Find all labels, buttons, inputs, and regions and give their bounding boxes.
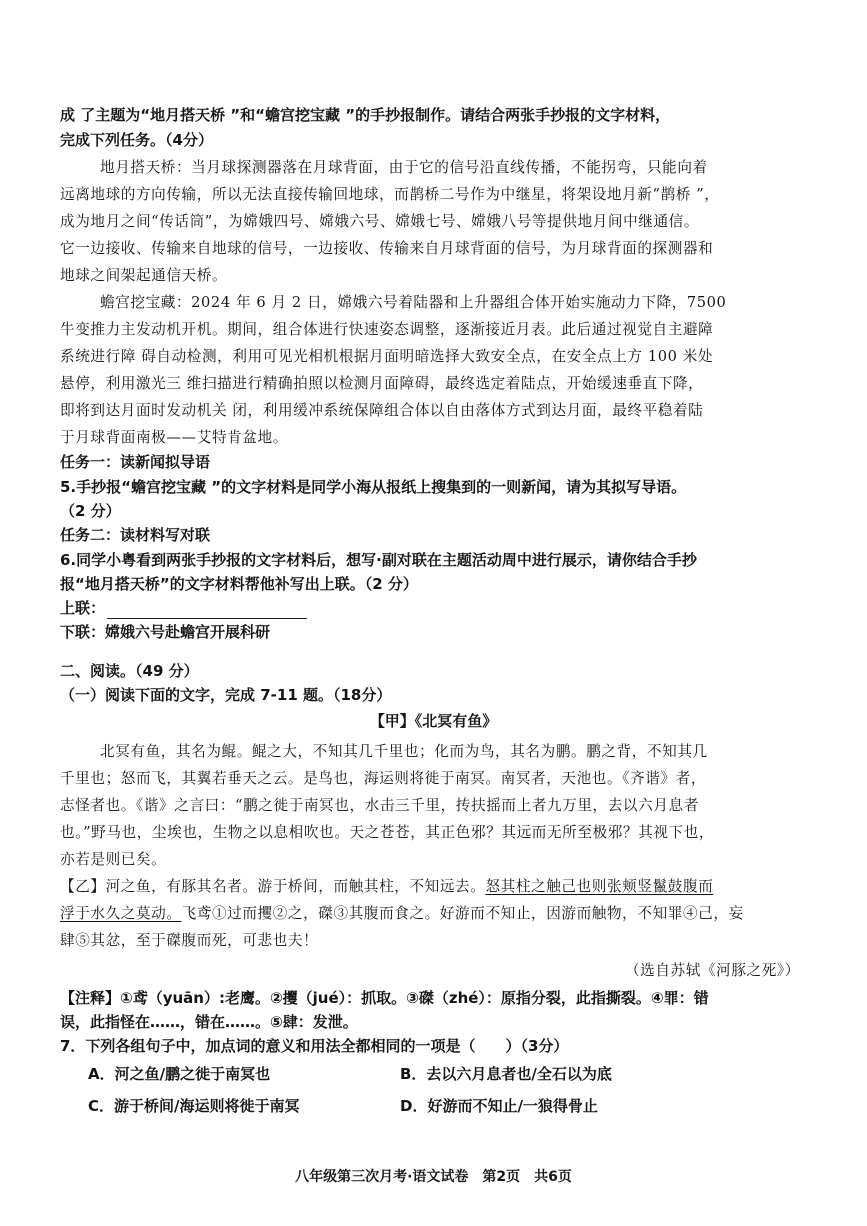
- lower-couplet: 下联：嫦娥六号赴蟾宫开展科研: [60, 623, 271, 641]
- material-2-line-1: 蟾宫挖宝藏：2024 年 6 月 2 日，嫦娥六号着陆器和上升器组合体开始实施动力下降，7500: [100, 294, 727, 311]
- task-1-heading: 任务一：读新闻拟导语: [60, 453, 211, 471]
- text-b-line-2: [60, 903, 810, 925]
- page-footer: 八年级第三次月考·语文试卷 第2页 共6页: [295, 1169, 572, 1185]
- text-b-line-1: [60, 876, 810, 898]
- intro-line-1: 成 了主题为“地月搭天桥 ”和“蟾宫挖宝藏 ”的手抄报制作。请结合两张手抄报的文字材料，: [60, 106, 671, 124]
- text-b-line-1-start: 【乙】河之鱼，有豚其名者。游于桥间，而触其柱，不知远去。: [60, 878, 486, 895]
- text-b-underlined-sentence-part-2: 浮于水久之莫动。: [60, 905, 182, 922]
- annotations-line-2: 误，此指怪在……，错在……。⑤肆：发泄。: [60, 1013, 358, 1031]
- text-a-line-4: 也。”野马也，尘埃也，生物之以息相吹也。天之苍苍，其正色邪？其远而无所至极邪？其视下也，: [60, 824, 715, 841]
- upper-couplet-label: 上联：: [60, 599, 106, 617]
- text-a-line-3: 志怪者也。《谐》之言曰：“鹏之徙于南冥也，水击三千里，抟扶摇而上者九万里，去以六月息者: [60, 797, 699, 814]
- option-b[interactable]: B．去以六月息者也/全石以为底: [400, 1065, 612, 1083]
- question-7-stem: 7．下列各组句子中，加点词的意义和用法全都相同的一项是（ ）（3分）: [60, 1037, 569, 1055]
- material-2-line-4: 悬停，利用激光三 维扫描进行精确拍照以检测月面障碍，最终选定着陆点，开始缓速垂直下降，: [60, 375, 704, 392]
- option-c[interactable]: C．游于桥间/海运则将徙于南冥: [88, 1097, 300, 1115]
- question-5-line-2: （2 分）: [60, 502, 121, 520]
- material-2-line-6: 于月球背面南极——艾特肯盆地。: [60, 429, 288, 446]
- text-b-source: （选自苏轼《河豚之死》）: [624, 962, 800, 979]
- material-1-line-5: 地球之间架起通信天桥。: [60, 267, 228, 284]
- upper-couplet-row: [60, 597, 810, 619]
- reading-1-instruction: （一）阅读下面的文字，完成 7-11 题。（18分）: [60, 686, 392, 704]
- material-2-line-3: 系统进行障 碍自动检测，利用可见光相机根据月面明暗选择大致安全点，在安全点上方 100 米处: [60, 348, 714, 365]
- material-1-line-3: 成为地月之间“传话筒”，为嫦娥四号、嫦娥六号、嫦娥七号、嫦娥八号等提供地月间中继通信。: [60, 213, 700, 230]
- material-2-line-2: 牛变推力主发动机开机。期间，组合体进行快速姿态调整，逐渐接近月表。此后通过视觉自主避障: [60, 321, 714, 338]
- option-d[interactable]: D．好游而不知止/一狼得骨止: [400, 1097, 598, 1115]
- section-2-heading: 二、阅读。（49 分）: [60, 662, 199, 680]
- option-a[interactable]: A．河之鱼/鹏之徙于南冥也: [88, 1065, 271, 1083]
- question-5-line-1: 5.手抄报“蟾宫挖宝藏 ”的文字材料是同学小海从报纸上搜集到的一则新闻，请为其拟写导语。: [60, 478, 687, 496]
- material-2-line-5: 即将到达月面时发动机关 闭，利用缓冲系统保障组合体以自由落体方式到达月面，最终平稳着陆: [60, 402, 704, 419]
- intro-line-2: 完成下列任务。（4分）: [60, 131, 213, 149]
- material-1-line-1: 地月搭天桥：当月球探测器落在月球背面，由于它的信号沿直线传播，不能拐弯，只能向着: [100, 159, 708, 176]
- text-b-line-2-rest: 飞鸢①过而攫②之，磔③其腹而食之。好游而不知止，因游而触物，不知罪④己，妄: [181, 905, 744, 922]
- upper-couplet-blank[interactable]: [107, 604, 307, 619]
- annotations-line-1: 【注释】①鸢（yuān）:老鹰。②攫（jué）：抓取。③磔（zhé）：原指分裂，此指撕裂。④罪：错: [60, 989, 709, 1007]
- text-a-line-1: 北冥有鱼，其名为鲲。鲲之大，不知其几千里也；化而为鸟，其名为鹏。鹏之背，不知其几: [100, 743, 708, 760]
- text-a-line-5: 亦若是则已矣。: [60, 851, 167, 868]
- question-6-line-2: 报“地月搭天桥”的文字材料帮他补写出上联。（2 分）: [60, 575, 418, 593]
- task-2-heading: 任务二：读材料写对联: [60, 526, 211, 544]
- question-6-line-1: 6.同学小粤看到两张手抄报的文字材料后，想写·副对联在主题活动周中进行展示，请你结合手抄: [60, 551, 697, 569]
- material-1-line-4: 它一边接收、传输来自地球的信号，一边接收、传输来自月球背面的信号，为月球背面的探测器和: [60, 240, 714, 257]
- text-b-underlined-sentence-part-1: 怒其柱之触己也则张颊竖鬣鼓腹而: [485, 878, 714, 895]
- text-a-line-2: 千里也；怒而飞，其翼若垂天之云。是鸟也，海运则将徙于南冥。南冥者，天池也。《齐谐》者，: [60, 770, 707, 787]
- material-1-line-2: 远离地球的方向传输，所以无法直接传输回地球，而鹊桥二号作为中继星，将架设地月新“鹊桥 ”，: [60, 186, 720, 203]
- text-a-title: 【甲】《北冥有鱼》: [369, 712, 498, 730]
- text-b-line-3: 肆⑤其忿，至于磔腹而死，可悲也夫！: [60, 932, 319, 949]
